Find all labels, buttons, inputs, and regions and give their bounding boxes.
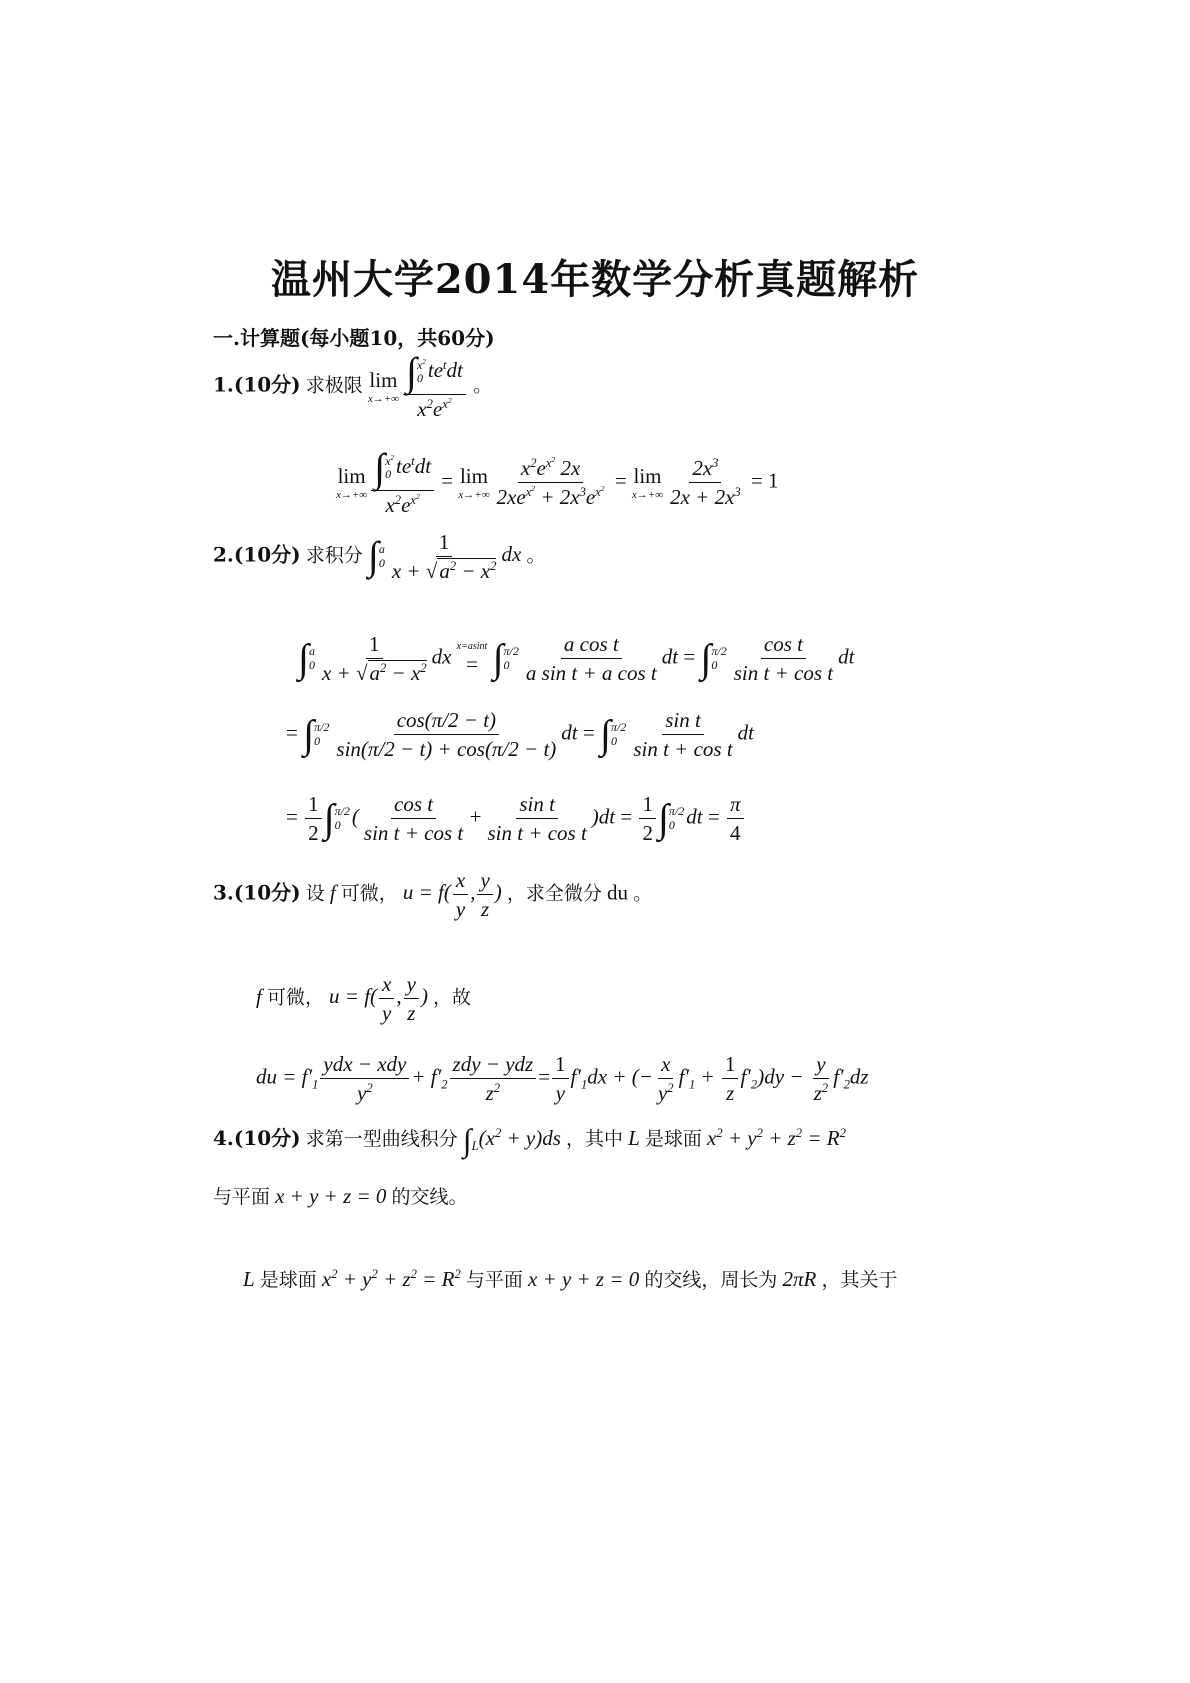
question-2-prompt: 求积分 — [305, 544, 363, 567]
solution-2-line-1: ∫ a 0 $\frac{1}{x + √a^2 - x^2}$ dx x=asint = ∫ π/2 0 $\frac{\text{a cos t}}{\text{a sin t + a cos t}}$ dt = ∫ π/2 0 $\frac{\text{cos t}}{\text{sin t + cos t}}$ dt — [298, 632, 855, 686]
question-2-formula: ∫ a 0 $\frac{1}{x + √a^2 - x^2}$ dx — [367, 530, 527, 584]
solution-1-formula: lim x→+∞ ∫ $x^2$ 0 $te^tdt$ $x^2e^{x^2}$ = lim x→+∞ $\frac{x^2e^{x^2} 2x}{2xe^{x^2} + 2x^3e^{x^2}}$ = lim x→+∞ $\frac{2x^3}{2x + 2x^3}$ = 1 — [336, 445, 779, 518]
question-3-formula: u = f( $\frac{x}{y}$ , $\frac{y}{z}$ ) — [402, 868, 502, 922]
question-1-prompt: 求极限 — [305, 374, 363, 397]
question-3-label: 3.(10分) — [213, 880, 301, 905]
question-1: 1.(10分) 求极限 lim x→+∞ ∫ $x^2$ 0 $te^tdt$ $x^2e^{x^2}$ 。 — [213, 349, 493, 422]
question-4: 4.(10分) 求第一型曲线积分 $\int_L(x^2 + y)ds$ ，其中 L 是球面 $x^2 + y^2 + z^2 = R^2$ — [213, 1122, 846, 1159]
question-2-label: 2.(10分) — [213, 542, 301, 567]
solution-3-line-1: f 可微， u = f( $\frac{x}{y}$ , $\frac{y}{z}$ ) ，故 — [256, 972, 472, 1026]
question-4-line-2: 与平面 x + y + z = 0 的交线。 — [213, 1184, 468, 1208]
solution-4-line-1: L 是球面 $x^2 + y^2 + z^2 = R^2$ 与平面 x + y + z = 0 的交线，周长为 2πR ，其关于 — [243, 1267, 898, 1291]
solution-2-line-3: = $\frac{1}{2}$ ∫ π/2 0 ( $\frac{\text{cos t}}{\text{sin t + cos t}}$ + $\frac{\text{sin t}}{\text{sin t + cos t}}$ )dt = $\frac{1}{2}$ ∫ π/2 0 dt = $\frac{\pi}{4}$ — [286, 792, 746, 845]
solution-3-line-2: du = $f'_1$ $\frac{\text{ydx − xdy}}{y^2}$ + $f'_2$ $\frac{\text{zdy − ydz}}{z^2}$ = $\frac{1}{y}$ $f'_1dx$ + (− $\frac{x}{y^2}$ $f'_1$ + $\frac{1}{z}$ $f'_2)dy$ − $\frac{y}{z^2}$ $f'_2dz$ — [256, 1052, 869, 1106]
question-2: 2.(10分) 求积分 ∫ a 0 $\frac{1}{x + √a^2 - x^2}$ dx 。 — [213, 530, 546, 584]
section-heading: 一.计算题(每小题10，共60分) — [213, 326, 495, 350]
page-title: 温州大学2014年数学分析真题解析 — [270, 256, 920, 303]
solution-2-line-2: = ∫ π/2 0 $\frac{\cos(\pi/2 - t)}{\sin(\pi/2 - t) + \cos(\pi/2 - t)}$ dt = ∫ π/2 0 $\frac{\text{sin t}}{\text{sin t + cos t}}$ dt — [286, 708, 754, 762]
question-4-label: 4.(10分) — [213, 1126, 301, 1150]
question-1-label: 1.(10分) — [213, 372, 301, 397]
question-1-formula: lim x→+∞ ∫ $x^2$ 0 $te^tdt$ $x^2e^{x^2}$ — [368, 372, 473, 396]
question-3: 3.(10分) 设 f 可微， u = f( $\frac{x}{y}$ , $\frac{y}{z}$ ) ，求全微分 du 。 — [213, 868, 653, 922]
